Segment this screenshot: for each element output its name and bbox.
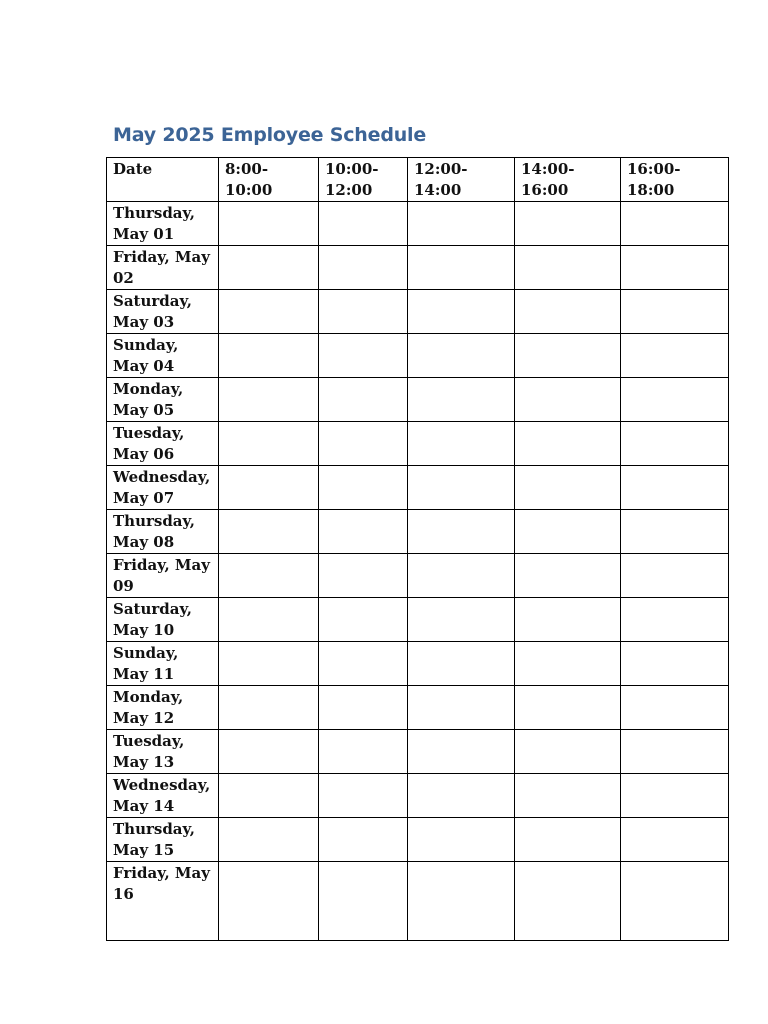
schedule-cell-slot-5[interactable] — [621, 862, 729, 941]
header-slot-14-16: 14:00- 16:00 — [515, 158, 621, 202]
schedule-cell-slot-3[interactable] — [408, 422, 515, 466]
schedule-cell-slot-2[interactable] — [319, 774, 408, 818]
table-row — [107, 862, 729, 941]
schedule-cell-slot-2[interactable] — [319, 598, 408, 642]
schedule-cell-slot-3[interactable] — [408, 554, 515, 598]
schedule-cell-slot-2[interactable] — [319, 642, 408, 686]
schedule-cell-slot-5[interactable] — [621, 422, 729, 466]
schedule-cell-slot-1[interactable] — [219, 246, 319, 290]
schedule-cell-slot-4[interactable] — [515, 686, 621, 730]
schedule-cell-slot-3[interactable] — [408, 246, 515, 290]
schedule-cell-slot-5[interactable] — [621, 510, 729, 554]
date-cell: Wednesday, May 14 — [107, 774, 219, 818]
schedule-cell-slot-5[interactable] — [621, 246, 729, 290]
table-row — [107, 334, 729, 378]
schedule-cell-slot-2[interactable] — [319, 686, 408, 730]
date-cell: Monday, May 05 — [107, 378, 219, 422]
date-cell: Tuesday, May 13 — [107, 730, 219, 774]
schedule-cell-slot-1[interactable] — [219, 598, 319, 642]
schedule-cell-slot-1[interactable] — [219, 422, 319, 466]
schedule-cell-slot-2[interactable] — [319, 202, 408, 246]
date-cell: Sunday, May 04 — [107, 334, 219, 378]
schedule-cell-slot-3[interactable] — [408, 642, 515, 686]
date-cell: Monday, May 12 — [107, 686, 219, 730]
date-cell: Sunday, May 11 — [107, 642, 219, 686]
schedule-cell-slot-1[interactable] — [219, 774, 319, 818]
schedule-cell-slot-3[interactable] — [408, 378, 515, 422]
schedule-cell-slot-1[interactable] — [219, 290, 319, 334]
date-cell: Thursday, May 01 — [107, 202, 219, 246]
schedule-cell-slot-3[interactable] — [408, 466, 515, 510]
schedule-cell-slot-5[interactable] — [621, 730, 729, 774]
date-cell: Friday, May 16 — [107, 862, 219, 941]
date-cell: Thursday, May 15 — [107, 818, 219, 862]
schedule-cell-slot-1[interactable] — [219, 730, 319, 774]
table-row — [107, 246, 729, 290]
date-cell: Saturday, May 10 — [107, 598, 219, 642]
schedule-cell-slot-4[interactable] — [515, 730, 621, 774]
table-row — [107, 730, 729, 774]
schedule-cell-slot-2[interactable] — [319, 290, 408, 334]
schedule-cell-slot-2[interactable] — [319, 730, 408, 774]
schedule-cell-slot-1[interactable] — [219, 378, 319, 422]
schedule-cell-slot-3[interactable] — [408, 686, 515, 730]
header-slot-16-18: 16:00- 18:00 — [621, 158, 729, 202]
schedule-cell-slot-4[interactable] — [515, 246, 621, 290]
table-row — [107, 598, 729, 642]
schedule-cell-slot-2[interactable] — [319, 334, 408, 378]
schedule-cell-slot-5[interactable] — [621, 642, 729, 686]
schedule-cell-slot-1[interactable] — [219, 202, 319, 246]
schedule-cell-slot-4[interactable] — [515, 466, 621, 510]
schedule-cell-slot-5[interactable] — [621, 290, 729, 334]
schedule-cell-slot-4[interactable] — [515, 818, 621, 862]
table-row — [107, 774, 729, 818]
schedule-cell-slot-3[interactable] — [408, 730, 515, 774]
schedule-cell-slot-1[interactable] — [219, 334, 319, 378]
page-title: May 2025 Employee Schedule — [113, 124, 427, 146]
table-header-row — [107, 158, 729, 202]
schedule-cell-slot-1[interactable] — [219, 862, 319, 941]
header-slot-12-14: 12:00- 14:00 — [408, 158, 515, 202]
schedule-cell-slot-1[interactable] — [219, 510, 319, 554]
schedule-cell-slot-5[interactable] — [621, 466, 729, 510]
schedule-cell-slot-4[interactable] — [515, 774, 621, 818]
header-slot-8-10: 8:00- 10:00 — [219, 158, 319, 202]
table-row — [107, 642, 729, 686]
schedule-body — [107, 202, 729, 941]
table-row — [107, 378, 729, 422]
schedule-cell-slot-5[interactable] — [621, 774, 729, 818]
table-row — [107, 422, 729, 466]
schedule-table — [106, 157, 729, 941]
schedule-cell-slot-5[interactable] — [621, 598, 729, 642]
schedule-cell-slot-4[interactable] — [515, 554, 621, 598]
schedule-cell-slot-4[interactable] — [515, 642, 621, 686]
schedule-cell-slot-1[interactable] — [219, 686, 319, 730]
schedule-cell-slot-4[interactable] — [515, 598, 621, 642]
schedule-cell-slot-2[interactable] — [319, 554, 408, 598]
table-row — [107, 510, 729, 554]
schedule-cell-slot-3[interactable] — [408, 862, 515, 941]
schedule-cell-slot-4[interactable] — [515, 334, 621, 378]
date-cell: Friday, May 02 — [107, 246, 219, 290]
schedule-cell-slot-1[interactable] — [219, 466, 319, 510]
table-row — [107, 554, 729, 598]
schedule-cell-slot-3[interactable] — [408, 334, 515, 378]
schedule-cell-slot-3[interactable] — [408, 818, 515, 862]
date-cell: Tuesday, May 06 — [107, 422, 219, 466]
table-row — [107, 202, 729, 246]
schedule-cell-slot-2[interactable] — [319, 862, 408, 941]
date-cell: Wednesday, May 07 — [107, 466, 219, 510]
schedule-cell-slot-2[interactable] — [319, 422, 408, 466]
schedule-cell-slot-3[interactable] — [408, 290, 515, 334]
schedule-cell-slot-4[interactable] — [515, 378, 621, 422]
schedule-cell-slot-2[interactable] — [319, 818, 408, 862]
schedule-cell-slot-3[interactable] — [408, 774, 515, 818]
schedule-cell-slot-3[interactable] — [408, 510, 515, 554]
schedule-cell-slot-5[interactable] — [621, 554, 729, 598]
header-date: Date — [107, 158, 219, 202]
schedule-cell-slot-2[interactable] — [319, 378, 408, 422]
schedule-cell-slot-2[interactable] — [319, 510, 408, 554]
schedule-cell-slot-5[interactable] — [621, 818, 729, 862]
schedule-cell-slot-1[interactable] — [219, 554, 319, 598]
schedule-cell-slot-4[interactable] — [515, 510, 621, 554]
table-row — [107, 466, 729, 510]
schedule-cell-slot-4[interactable] — [515, 202, 621, 246]
schedule-cell-slot-3[interactable] — [408, 202, 515, 246]
schedule-cell-slot-2[interactable] — [319, 466, 408, 510]
schedule-cell-slot-2[interactable] — [319, 246, 408, 290]
date-cell: Friday, May 09 — [107, 554, 219, 598]
schedule-cell-slot-4[interactable] — [515, 862, 621, 941]
schedule-cell-slot-4[interactable] — [515, 422, 621, 466]
date-cell: Saturday, May 03 — [107, 290, 219, 334]
table-row — [107, 686, 729, 730]
schedule-cell-slot-5[interactable] — [621, 378, 729, 422]
schedule-cell-slot-4[interactable] — [515, 290, 621, 334]
header-slot-10-12: 10:00- 12:00 — [319, 158, 408, 202]
schedule-cell-slot-5[interactable] — [621, 686, 729, 730]
table-row — [107, 818, 729, 862]
schedule-cell-slot-5[interactable] — [621, 334, 729, 378]
schedule-cell-slot-5[interactable] — [621, 202, 729, 246]
schedule-cell-slot-3[interactable] — [408, 598, 515, 642]
schedule-cell-slot-1[interactable] — [219, 818, 319, 862]
schedule-cell-slot-1[interactable] — [219, 642, 319, 686]
table-row — [107, 290, 729, 334]
date-cell: Thursday, May 08 — [107, 510, 219, 554]
